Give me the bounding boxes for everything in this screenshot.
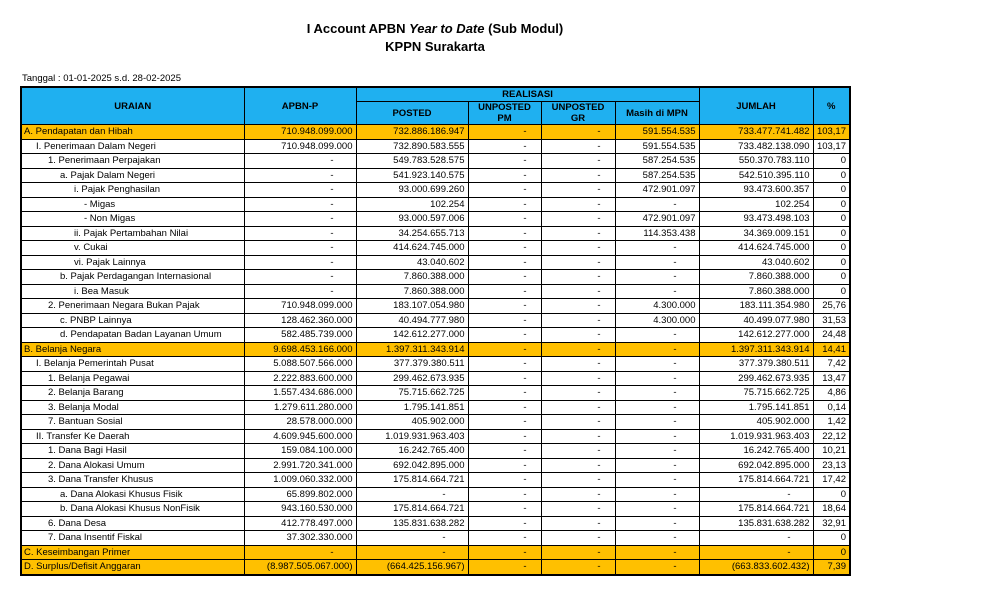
cell-posted: 692.042.895.000 — [356, 458, 468, 473]
cell-upm: - — [468, 342, 541, 357]
cell-mpn: 472.901.097 — [615, 183, 699, 198]
table-row — [21, 473, 850, 488]
cell-pct: 0 — [813, 183, 850, 198]
cell-ugr: - — [541, 371, 615, 386]
cell-jumlah: 75.715.662.725 — [699, 386, 813, 401]
cell-uraian: 7. Dana Insentif Fiskal — [21, 531, 244, 546]
cell-apbnp: - — [244, 197, 356, 212]
cell-pct: 10,21 — [813, 444, 850, 459]
cell-pct: 0 — [813, 241, 850, 256]
cell-pct: 25,76 — [813, 299, 850, 314]
cell-mpn: - — [615, 545, 699, 560]
table-row — [21, 487, 850, 502]
cell-jumlah: 7.860.388.000 — [699, 284, 813, 299]
cell-ugr: - — [541, 386, 615, 401]
cell-mpn: - — [615, 560, 699, 575]
cell-upm: - — [468, 357, 541, 372]
report-title — [0, 21, 870, 36]
cell-apbnp: 159.084.100.000 — [244, 444, 356, 459]
cell-upm: - — [468, 313, 541, 328]
cell-apbnp: - — [244, 183, 356, 198]
cell-uraian: 2. Penerimaan Negara Bukan Pajak — [21, 299, 244, 314]
table-row — [21, 168, 850, 183]
cell-jumlah: 142.612.277.000 — [699, 328, 813, 343]
header-uraian: URAIAN — [21, 87, 244, 125]
header-unposted-gr: UNPOSTED GR — [541, 102, 615, 125]
cell-uraian: 3. Belanja Modal — [21, 400, 244, 415]
cell-posted: - — [356, 545, 468, 560]
cell-uraian: I. Penerimaan Dalam Negeri — [21, 139, 244, 154]
cell-mpn: - — [615, 386, 699, 401]
cell-apbnp: 28.578.000.000 — [244, 415, 356, 430]
cell-posted: 732.890.583.555 — [356, 139, 468, 154]
cell-mpn: 587.254.535 — [615, 154, 699, 169]
cell-ugr: - — [541, 502, 615, 517]
cell-pct: 18,64 — [813, 502, 850, 517]
cell-apbnp: 412.778.497.000 — [244, 516, 356, 531]
cell-jumlah: 377.379.380.511 — [699, 357, 813, 372]
cell-apbnp: - — [244, 241, 356, 256]
cell-upm: - — [468, 284, 541, 299]
table-row — [21, 371, 850, 386]
cell-pct: 103,17 — [813, 139, 850, 154]
cell-posted: 405.902.000 — [356, 415, 468, 430]
table-row — [21, 197, 850, 212]
cell-mpn: - — [615, 444, 699, 459]
cell-ugr: - — [541, 458, 615, 473]
cell-mpn: - — [615, 502, 699, 517]
cell-upm: - — [468, 386, 541, 401]
cell-uraian: 1. Dana Bagi Hasil — [21, 444, 244, 459]
cell-posted: 43.040.602 — [356, 255, 468, 270]
cell-upm: - — [468, 299, 541, 314]
cell-pct: 4,86 — [813, 386, 850, 401]
table-row — [21, 357, 850, 372]
cell-ugr: - — [541, 212, 615, 227]
cell-mpn: 587.254.535 — [615, 168, 699, 183]
cell-mpn: - — [615, 342, 699, 357]
cell-jumlah: 34.369.009.151 — [699, 226, 813, 241]
cell-pct: 14,41 — [813, 342, 850, 357]
cell-mpn: - — [615, 473, 699, 488]
cell-apbnp: 1.557.434.686.000 — [244, 386, 356, 401]
table-row — [21, 545, 850, 560]
cell-upm: - — [468, 168, 541, 183]
cell-uraian: I. Belanja Pemerintah Pusat — [21, 357, 244, 372]
cell-upm: - — [468, 197, 541, 212]
cell-apbnp: - — [244, 270, 356, 285]
cell-upm: - — [468, 516, 541, 531]
cell-jumlah: 40.499.077.980 — [699, 313, 813, 328]
cell-ugr: - — [541, 328, 615, 343]
cell-apbnp: 1.279.611.280.000 — [244, 400, 356, 415]
table-row — [21, 299, 850, 314]
cell-ugr: - — [541, 241, 615, 256]
cell-jumlah: 175.814.664.721 — [699, 473, 813, 488]
cell-uraian: b. Dana Alokasi Khusus NonFisik — [21, 502, 244, 517]
header-unposted-pm: UNPOSTED PM — [468, 102, 541, 125]
table-row — [21, 139, 850, 154]
header-realisasi: REALISASI — [356, 87, 699, 102]
cell-jumlah: 93.473.498.103 — [699, 212, 813, 227]
cell-uraian: B. Belanja Negara — [21, 342, 244, 357]
table-row — [21, 328, 850, 343]
cell-ugr: - — [541, 415, 615, 430]
cell-apbnp: - — [244, 154, 356, 169]
cell-mpn: - — [615, 197, 699, 212]
cell-posted: - — [356, 487, 468, 502]
cell-upm: - — [468, 473, 541, 488]
cell-apbnp: 582.485.739.000 — [244, 328, 356, 343]
cell-jumlah: 183.111.354.980 — [699, 299, 813, 314]
cell-ugr: - — [541, 545, 615, 560]
table-row — [21, 415, 850, 430]
cell-mpn: - — [615, 415, 699, 430]
cell-apbnp: 65.899.802.000 — [244, 487, 356, 502]
cell-uraian: 3. Dana Transfer Khusus — [21, 473, 244, 488]
account-table — [20, 86, 851, 576]
cell-jumlah: - — [699, 545, 813, 560]
cell-mpn: - — [615, 429, 699, 444]
header-pct: % — [813, 87, 850, 125]
title-italic: Year to Date — [409, 21, 485, 36]
cell-mpn: - — [615, 270, 699, 285]
cell-upm: - — [468, 502, 541, 517]
header-masih-mpn: Masih di MPN — [615, 102, 699, 125]
cell-mpn: - — [615, 255, 699, 270]
cell-posted: 549.783.528.575 — [356, 154, 468, 169]
cell-jumlah: 733.477.741.482 — [699, 125, 813, 140]
cell-apbnp: 943.160.530.000 — [244, 502, 356, 517]
cell-posted: 732.886.186.947 — [356, 125, 468, 140]
cell-upm: - — [468, 212, 541, 227]
cell-uraian: i. Pajak Penghasilan — [21, 183, 244, 198]
cell-ugr: - — [541, 473, 615, 488]
cell-posted: 175.814.664.721 — [356, 473, 468, 488]
cell-ugr: - — [541, 154, 615, 169]
cell-posted: 1.019.931.963.403 — [356, 429, 468, 444]
cell-ugr: - — [541, 342, 615, 357]
table-row — [21, 226, 850, 241]
cell-posted: (664.425.156.967) — [356, 560, 468, 575]
cell-mpn: 472.901.097 — [615, 212, 699, 227]
cell-ugr: - — [541, 429, 615, 444]
table-body — [21, 125, 850, 575]
cell-mpn: - — [615, 241, 699, 256]
cell-posted: 414.624.745.000 — [356, 241, 468, 256]
cell-ugr: - — [541, 299, 615, 314]
cell-posted: 183.107.054.980 — [356, 299, 468, 314]
report-subtitle: KPPN Surakarta — [385, 39, 485, 54]
cell-upm: - — [468, 154, 541, 169]
cell-ugr: - — [541, 560, 615, 575]
cell-apbnp: 4.609.945.600.000 — [244, 429, 356, 444]
cell-ugr: - — [541, 444, 615, 459]
cell-apbnp: 9.698.453.166.000 — [244, 342, 356, 357]
cell-pct: 0 — [813, 197, 850, 212]
cell-uraian: v. Cukai — [21, 241, 244, 256]
cell-pct: 0 — [813, 154, 850, 169]
header-apbnp: APBN-P — [244, 87, 356, 125]
cell-pct: 0,14 — [813, 400, 850, 415]
cell-pct: 1,42 — [813, 415, 850, 430]
cell-upm: - — [468, 560, 541, 575]
table-row — [21, 400, 850, 415]
cell-apbnp: - — [244, 284, 356, 299]
cell-upm: - — [468, 226, 541, 241]
cell-pct: 32,91 — [813, 516, 850, 531]
cell-upm: - — [468, 241, 541, 256]
table-row — [21, 212, 850, 227]
cell-ugr: - — [541, 313, 615, 328]
cell-upm: - — [468, 545, 541, 560]
cell-pct: 31,53 — [813, 313, 850, 328]
cell-upm: - — [468, 531, 541, 546]
cell-uraian: c. PNBP Lainnya — [21, 313, 244, 328]
cell-uraian: a. Dana Alokasi Khusus Fisik — [21, 487, 244, 502]
cell-apbnp: - — [244, 545, 356, 560]
header-posted: POSTED — [356, 102, 468, 125]
table-row — [21, 531, 850, 546]
cell-ugr: - — [541, 357, 615, 372]
cell-jumlah: - — [699, 531, 813, 546]
cell-mpn: 4.300.000 — [615, 313, 699, 328]
cell-pct: 24,48 — [813, 328, 850, 343]
table-row — [21, 386, 850, 401]
cell-jumlah: 1.019.931.963.403 — [699, 429, 813, 444]
cell-jumlah: 175.814.664.721 — [699, 502, 813, 517]
cell-mpn: - — [615, 284, 699, 299]
cell-jumlah: 43.040.602 — [699, 255, 813, 270]
cell-apbnp: - — [244, 255, 356, 270]
title-prefix: I Account APBN — [306, 21, 410, 36]
table-row — [21, 125, 850, 140]
table-row — [21, 516, 850, 531]
cell-posted: 377.379.380.511 — [356, 357, 468, 372]
table-row — [21, 429, 850, 444]
cell-uraian: a. Pajak Dalam Negeri — [21, 168, 244, 183]
cell-uraian: II. Transfer Ke Daerah — [21, 429, 244, 444]
cell-apbnp: 2.222.883.600.000 — [244, 371, 356, 386]
cell-upm: - — [468, 444, 541, 459]
cell-mpn: 114.353.438 — [615, 226, 699, 241]
cell-ugr: - — [541, 125, 615, 140]
cell-apbnp: 128.462.360.000 — [244, 313, 356, 328]
cell-uraian: 6. Dana Desa — [21, 516, 244, 531]
cell-uraian: ii. Pajak Pertambahan Nilai — [21, 226, 244, 241]
cell-ugr: - — [541, 487, 615, 502]
cell-uraian: C. Keseimbangan Primer — [21, 545, 244, 560]
cell-mpn: 591.554.535 — [615, 125, 699, 140]
cell-jumlah: 1.795.141.851 — [699, 400, 813, 415]
cell-jumlah: 135.831.638.282 — [699, 516, 813, 531]
table-row — [21, 313, 850, 328]
cell-posted: 93.000.597.006 — [356, 212, 468, 227]
cell-upm: - — [468, 400, 541, 415]
cell-jumlah: 1.397.311.343.914 — [699, 342, 813, 357]
cell-upm: - — [468, 458, 541, 473]
cell-pct: 0 — [813, 168, 850, 183]
cell-pct: 17,42 — [813, 473, 850, 488]
cell-jumlah: 93.473.600.357 — [699, 183, 813, 198]
cell-jumlah: (663.833.602.432) — [699, 560, 813, 575]
cell-posted: 93.000.699.260 — [356, 183, 468, 198]
cell-pct: 0 — [813, 226, 850, 241]
table-row — [21, 241, 850, 256]
cell-posted: 175.814.664.721 — [356, 502, 468, 517]
cell-pct: 7,42 — [813, 357, 850, 372]
cell-posted: 75.715.662.725 — [356, 386, 468, 401]
table-row — [21, 458, 850, 473]
header-jumlah: JUMLAH — [699, 87, 813, 125]
cell-uraian: - Non Migas — [21, 212, 244, 227]
cell-ugr: - — [541, 197, 615, 212]
cell-apbnp: 2.991.720.341.000 — [244, 458, 356, 473]
table-row — [21, 502, 850, 517]
cell-uraian: 7. Bantuan Sosial — [21, 415, 244, 430]
cell-apbnp: - — [244, 168, 356, 183]
title-suffix: (Sub Modul) — [484, 21, 564, 36]
cell-ugr: - — [541, 255, 615, 270]
cell-ugr: - — [541, 284, 615, 299]
table-row — [21, 284, 850, 299]
cell-uraian: 1. Penerimaan Perpajakan — [21, 154, 244, 169]
cell-apbnp: (8.987.505.067.000) — [244, 560, 356, 575]
cell-uraian: 2. Belanja Barang — [21, 386, 244, 401]
cell-pct: 13,47 — [813, 371, 850, 386]
cell-mpn: - — [615, 328, 699, 343]
cell-upm: - — [468, 183, 541, 198]
cell-pct: 0 — [813, 270, 850, 285]
cell-jumlah: 102.254 — [699, 197, 813, 212]
cell-mpn: - — [615, 531, 699, 546]
cell-uraian: - Migas — [21, 197, 244, 212]
cell-posted: 142.612.277.000 — [356, 328, 468, 343]
cell-apbnp: - — [244, 212, 356, 227]
cell-upm: - — [468, 255, 541, 270]
cell-apbnp: 37.302.330.000 — [244, 531, 356, 546]
table-row — [21, 255, 850, 270]
cell-upm: - — [468, 487, 541, 502]
cell-uraian: 2. Dana Alokasi Umum — [21, 458, 244, 473]
cell-mpn: 591.554.535 — [615, 139, 699, 154]
cell-apbnp: 1.009.060.332.000 — [244, 473, 356, 488]
cell-jumlah: 414.624.745.000 — [699, 241, 813, 256]
cell-uraian: i. Bea Masuk — [21, 284, 244, 299]
cell-ugr: - — [541, 400, 615, 415]
cell-posted: 135.831.638.282 — [356, 516, 468, 531]
cell-pct: 0 — [813, 255, 850, 270]
cell-posted: 1.795.141.851 — [356, 400, 468, 415]
cell-upm: - — [468, 270, 541, 285]
cell-uraian: D. Surplus/Defisit Anggaran — [21, 560, 244, 575]
table-row — [21, 560, 850, 575]
cell-upm: - — [468, 139, 541, 154]
cell-jumlah: 542.510.395.110 — [699, 168, 813, 183]
cell-posted: 7.860.388.000 — [356, 284, 468, 299]
table-row — [21, 444, 850, 459]
cell-upm: - — [468, 415, 541, 430]
cell-posted: 16.242.765.400 — [356, 444, 468, 459]
cell-uraian: vi. Pajak Lainnya — [21, 255, 244, 270]
cell-jumlah: - — [699, 487, 813, 502]
date-range: Tanggal : 01-01-2025 s.d. 28-02-2025 — [22, 73, 181, 84]
cell-apbnp: 710.948.099.000 — [244, 299, 356, 314]
cell-uraian: b. Pajak Perdagangan Internasional — [21, 270, 244, 285]
cell-mpn: - — [615, 516, 699, 531]
cell-pct: 7,39 — [813, 560, 850, 575]
table-row — [21, 270, 850, 285]
cell-ugr: - — [541, 516, 615, 531]
cell-uraian: d. Pendapatan Badan Layanan Umum — [21, 328, 244, 343]
cell-jumlah: 299.462.673.935 — [699, 371, 813, 386]
cell-jumlah: 16.242.765.400 — [699, 444, 813, 459]
cell-apbnp: 710.948.099.000 — [244, 125, 356, 140]
cell-posted: - — [356, 531, 468, 546]
cell-upm: - — [468, 429, 541, 444]
cell-posted: 7.860.388.000 — [356, 270, 468, 285]
cell-jumlah: 550.370.783.110 — [699, 154, 813, 169]
table-row — [21, 183, 850, 198]
cell-mpn: - — [615, 371, 699, 386]
cell-pct: 0 — [813, 531, 850, 546]
table-row — [21, 342, 850, 357]
cell-ugr: - — [541, 270, 615, 285]
cell-pct: 0 — [813, 284, 850, 299]
cell-upm: - — [468, 371, 541, 386]
cell-posted: 541.923.140.575 — [356, 168, 468, 183]
cell-jumlah: 692.042.895.000 — [699, 458, 813, 473]
cell-posted: 40.494.777.980 — [356, 313, 468, 328]
cell-ugr: - — [541, 226, 615, 241]
cell-apbnp: 710.948.099.000 — [244, 139, 356, 154]
cell-pct: 0 — [813, 545, 850, 560]
cell-pct: 103,17 — [813, 125, 850, 140]
cell-pct: 23,13 — [813, 458, 850, 473]
cell-mpn: - — [615, 400, 699, 415]
cell-jumlah: 405.902.000 — [699, 415, 813, 430]
cell-jumlah: 733.482.138.090 — [699, 139, 813, 154]
cell-mpn: - — [615, 357, 699, 372]
cell-pct: 22,12 — [813, 429, 850, 444]
cell-apbnp: - — [244, 226, 356, 241]
cell-upm: - — [468, 125, 541, 140]
table-row — [21, 154, 850, 169]
cell-posted: 34.254.655.713 — [356, 226, 468, 241]
cell-posted: 299.462.673.935 — [356, 371, 468, 386]
cell-mpn: - — [615, 487, 699, 502]
cell-uraian: A. Pendapatan dan Hibah — [21, 125, 244, 140]
cell-pct: 0 — [813, 212, 850, 227]
cell-ugr: - — [541, 531, 615, 546]
cell-uraian: 1. Belanja Pegawai — [21, 371, 244, 386]
cell-ugr: - — [541, 168, 615, 183]
cell-posted: 102.254 — [356, 197, 468, 212]
cell-apbnp: 5.088.507.566.000 — [244, 357, 356, 372]
cell-pct: 0 — [813, 487, 850, 502]
cell-mpn: 4.300.000 — [615, 299, 699, 314]
cell-ugr: - — [541, 183, 615, 198]
cell-mpn: - — [615, 458, 699, 473]
cell-upm: - — [468, 328, 541, 343]
cell-jumlah: 7.860.388.000 — [699, 270, 813, 285]
cell-ugr: - — [541, 139, 615, 154]
cell-posted: 1.397.311.343.914 — [356, 342, 468, 357]
